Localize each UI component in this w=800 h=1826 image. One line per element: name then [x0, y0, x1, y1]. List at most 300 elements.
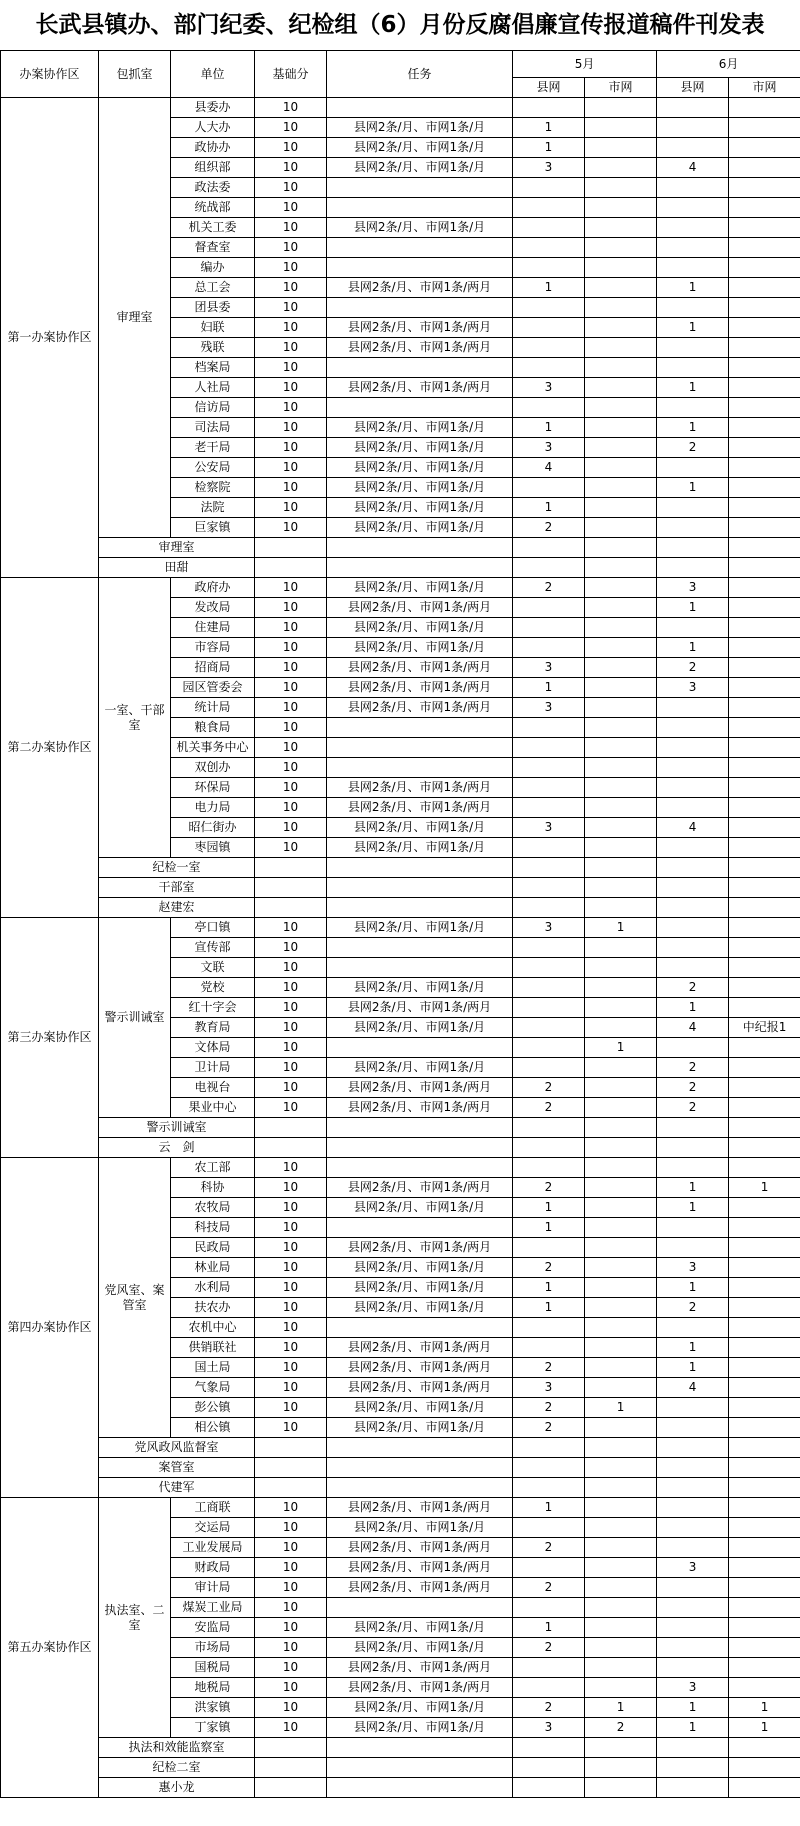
task-cell: [327, 98, 513, 118]
may-county-cell: [513, 618, 585, 638]
june-city-cell: [729, 838, 800, 858]
june-county-cell: [657, 798, 729, 818]
unit-cell: 地税局: [171, 1678, 255, 1698]
may-county-cell: 2: [513, 1538, 585, 1558]
unit-cell: 统计局: [171, 698, 255, 718]
empty-cell: [729, 1138, 800, 1158]
may-county-cell: [513, 758, 585, 778]
june-city-cell: [729, 1638, 800, 1658]
empty-cell: [729, 858, 800, 878]
base-score-cell: 10: [255, 138, 327, 158]
may-city-cell: [585, 818, 657, 838]
empty-cell: [327, 558, 513, 578]
june-county-cell: 1: [657, 1698, 729, 1718]
empty-cell: [513, 558, 585, 578]
may-county-cell: [513, 638, 585, 658]
june-city-cell: [729, 1358, 800, 1378]
unit-cell: 政府办: [171, 578, 255, 598]
task-cell: [327, 738, 513, 758]
task-cell: 县网2条/月、市网1条/月: [327, 1398, 513, 1418]
table-row: [1, 898, 800, 918]
may-city-cell: [585, 358, 657, 378]
may-county-cell: 3: [513, 918, 585, 938]
task-cell: [327, 1038, 513, 1058]
june-city-cell: 中纪报1: [729, 1018, 800, 1038]
base-score-cell: 10: [255, 1538, 327, 1558]
unit-cell: 卫计局: [171, 1058, 255, 1078]
header-month-june: 6月: [657, 51, 800, 78]
unit-cell: 林业局: [171, 1258, 255, 1278]
june-county-cell: 1: [657, 1358, 729, 1378]
base-score-cell: 10: [255, 618, 327, 638]
june-county-cell: [657, 238, 729, 258]
may-city-cell: [585, 98, 657, 118]
base-score-cell: 10: [255, 918, 327, 938]
unit-cell: 信访局: [171, 398, 255, 418]
empty-cell: [729, 1438, 800, 1458]
task-cell: 县网2条/月、市网1条/两月: [327, 1338, 513, 1358]
june-city-cell: [729, 798, 800, 818]
june-city-cell: [729, 578, 800, 598]
office-summary-cell: 党风政风监督室: [99, 1438, 255, 1458]
june-city-cell: [729, 1038, 800, 1058]
may-city-cell: [585, 938, 657, 958]
office-summary-cell: 惠小龙: [99, 1778, 255, 1798]
may-county-cell: [513, 238, 585, 258]
task-cell: 县网2条/月、市网1条/两月: [327, 1538, 513, 1558]
may-city-cell: [585, 1558, 657, 1578]
base-score-cell: 10: [255, 198, 327, 218]
may-city-cell: [585, 1178, 657, 1198]
june-city-cell: [729, 658, 800, 678]
may-city-cell: [585, 1358, 657, 1378]
june-city-cell: [729, 178, 800, 198]
empty-cell: [255, 1738, 327, 1758]
task-cell: 县网2条/月、市网1条/月: [327, 1058, 513, 1078]
may-city-cell: [585, 618, 657, 638]
header-office: 包抓室: [99, 51, 171, 98]
unit-cell: 档案局: [171, 358, 255, 378]
empty-cell: [657, 538, 729, 558]
june-county-cell: 4: [657, 818, 729, 838]
may-county-cell: [513, 98, 585, 118]
may-county-cell: [513, 938, 585, 958]
may-city-cell: [585, 1498, 657, 1518]
task-cell: 县网2条/月、市网1条/两月: [327, 1558, 513, 1578]
base-score-cell: 10: [255, 1658, 327, 1678]
may-county-cell: [513, 958, 585, 978]
task-cell: 县网2条/月、市网1条/月: [327, 158, 513, 178]
unit-cell: 农机中心: [171, 1318, 255, 1338]
june-city-cell: [729, 1578, 800, 1598]
may-county-cell: 1: [513, 118, 585, 138]
june-county-cell: [657, 1658, 729, 1678]
may-county-cell: [513, 798, 585, 818]
june-county-cell: 1: [657, 998, 729, 1018]
task-cell: 县网2条/月、市网1条/月: [327, 1698, 513, 1718]
empty-cell: [657, 1138, 729, 1158]
june-city-cell: [729, 758, 800, 778]
may-city-cell: [585, 1618, 657, 1638]
task-cell: 县网2条/月、市网1条/月: [327, 118, 513, 138]
office-summary-cell: 执法和效能监察室: [99, 1738, 255, 1758]
may-county-cell: [513, 478, 585, 498]
may-city-cell: [585, 658, 657, 678]
task-cell: [327, 258, 513, 278]
may-county-cell: 2: [513, 1418, 585, 1438]
empty-cell: [729, 878, 800, 898]
june-county-cell: [657, 1578, 729, 1598]
may-city-cell: [585, 758, 657, 778]
base-score-cell: 10: [255, 738, 327, 758]
unit-cell: 机关事务中心: [171, 738, 255, 758]
empty-cell: [327, 898, 513, 918]
may-city-cell: [585, 378, 657, 398]
may-county-cell: 2: [513, 1078, 585, 1098]
may-city-cell: 1: [585, 1038, 657, 1058]
task-cell: 县网2条/月、市网1条/两月: [327, 698, 513, 718]
empty-cell: [513, 1758, 585, 1778]
base-score-cell: 10: [255, 1378, 327, 1398]
unit-cell: 民政局: [171, 1238, 255, 1258]
may-city-cell: [585, 178, 657, 198]
june-city-cell: 1: [729, 1178, 800, 1198]
may-county-cell: [513, 398, 585, 418]
empty-cell: [513, 1478, 585, 1498]
empty-cell: [585, 1738, 657, 1758]
june-county-cell: 1: [657, 1198, 729, 1218]
june-city-cell: [729, 818, 800, 838]
empty-cell: [255, 878, 327, 898]
unit-cell: 工商联: [171, 1498, 255, 1518]
empty-cell: [255, 1478, 327, 1498]
june-city-cell: [729, 1398, 800, 1418]
may-city-cell: [585, 258, 657, 278]
unit-cell: 园区管委会: [171, 678, 255, 698]
base-score-cell: 10: [255, 798, 327, 818]
june-city-cell: [729, 1538, 800, 1558]
unit-cell: 机关工委: [171, 218, 255, 238]
may-county-cell: [513, 258, 585, 278]
june-county-cell: [657, 838, 729, 858]
empty-cell: [513, 1458, 585, 1478]
unit-cell: 相公镇: [171, 1418, 255, 1438]
empty-cell: [585, 878, 657, 898]
empty-cell: [585, 1438, 657, 1458]
june-city-cell: [729, 238, 800, 258]
may-city-cell: [585, 998, 657, 1018]
unit-cell: 科协: [171, 1178, 255, 1198]
empty-cell: [327, 878, 513, 898]
empty-cell: [255, 1438, 327, 1458]
base-score-cell: 10: [255, 1638, 327, 1658]
empty-cell: [657, 558, 729, 578]
office-summary-cell: 纪检一室: [99, 858, 255, 878]
june-county-cell: 1: [657, 478, 729, 498]
may-city-cell: [585, 238, 657, 258]
june-city-cell: [729, 1318, 800, 1338]
may-county-cell: [513, 998, 585, 1018]
may-county-cell: 3: [513, 658, 585, 678]
may-city-cell: [585, 458, 657, 478]
header-june-city: 市网: [729, 78, 800, 98]
district-cell: 第五办案协作区: [1, 1498, 99, 1798]
empty-cell: [327, 1478, 513, 1498]
may-county-cell: [513, 318, 585, 338]
may-county-cell: [513, 298, 585, 318]
task-cell: [327, 1598, 513, 1618]
may-city-cell: [585, 1018, 657, 1038]
june-county-cell: [657, 938, 729, 958]
empty-cell: [729, 538, 800, 558]
may-county-cell: 2: [513, 1178, 585, 1198]
base-score-cell: 10: [255, 998, 327, 1018]
task-cell: 县网2条/月、市网1条/两月: [327, 998, 513, 1018]
empty-cell: [513, 1738, 585, 1758]
task-cell: [327, 1318, 513, 1338]
june-county-cell: 3: [657, 1558, 729, 1578]
empty-cell: [585, 1478, 657, 1498]
base-score-cell: 10: [255, 458, 327, 478]
june-city-cell: [729, 1498, 800, 1518]
task-cell: [327, 938, 513, 958]
june-county-cell: 2: [657, 1098, 729, 1118]
task-cell: 县网2条/月、市网1条/月: [327, 1418, 513, 1438]
may-city-cell: [585, 1318, 657, 1338]
may-city-cell: [585, 498, 657, 518]
base-score-cell: 10: [255, 358, 327, 378]
task-cell: 县网2条/月、市网1条/月: [327, 1018, 513, 1038]
header-may-city: 市网: [585, 78, 657, 98]
base-score-cell: 10: [255, 498, 327, 518]
may-county-cell: 1: [513, 1498, 585, 1518]
june-city-cell: [729, 1238, 800, 1258]
empty-cell: [255, 898, 327, 918]
empty-cell: [585, 1758, 657, 1778]
unit-cell: 农工部: [171, 1158, 255, 1178]
june-city-cell: [729, 1378, 800, 1398]
unit-cell: 扶农办: [171, 1298, 255, 1318]
base-score-cell: 10: [255, 1318, 327, 1338]
june-county-cell: [657, 398, 729, 418]
may-county-cell: 1: [513, 678, 585, 698]
base-score-cell: 10: [255, 158, 327, 178]
task-cell: 县网2条/月、市网1条/月: [327, 638, 513, 658]
unit-cell: 总工会: [171, 278, 255, 298]
unit-cell: 残联: [171, 338, 255, 358]
base-score-cell: 10: [255, 98, 327, 118]
empty-cell: [327, 1438, 513, 1458]
may-city-cell: [585, 1518, 657, 1538]
june-city-cell: [729, 1158, 800, 1178]
base-score-cell: 10: [255, 1718, 327, 1738]
header-base-score: 基础分: [255, 51, 327, 98]
may-city-cell: 1: [585, 918, 657, 938]
june-city-cell: [729, 1658, 800, 1678]
base-score-cell: 10: [255, 1578, 327, 1598]
may-city-cell: [585, 598, 657, 618]
may-county-cell: 2: [513, 1638, 585, 1658]
base-score-cell: 10: [255, 278, 327, 298]
task-cell: 县网2条/月、市网1条/两月: [327, 1498, 513, 1518]
june-county-cell: [657, 1158, 729, 1178]
may-city-cell: [585, 1638, 657, 1658]
may-city-cell: [585, 698, 657, 718]
june-county-cell: [657, 1538, 729, 1558]
district-cell: 第二办案协作区: [1, 578, 99, 918]
unit-cell: 县委办: [171, 98, 255, 118]
june-county-cell: 2: [657, 1058, 729, 1078]
header-unit: 单位: [171, 51, 255, 98]
base-score-cell: 10: [255, 1078, 327, 1098]
june-city-cell: [729, 1418, 800, 1438]
empty-cell: [585, 538, 657, 558]
unit-cell: 教育局: [171, 1018, 255, 1038]
unit-cell: 昭仁街办: [171, 818, 255, 838]
june-city-cell: [729, 1078, 800, 1098]
empty-cell: [657, 1458, 729, 1478]
may-city-cell: [585, 338, 657, 358]
unit-cell: 粮食局: [171, 718, 255, 738]
unit-cell: 丁家镇: [171, 1718, 255, 1738]
unit-cell: 彭公镇: [171, 1398, 255, 1418]
base-score-cell: 10: [255, 658, 327, 678]
task-cell: 县网2条/月、市网1条/月: [327, 978, 513, 998]
may-county-cell: 1: [513, 418, 585, 438]
table-row: [1, 1498, 800, 1518]
may-county-cell: 2: [513, 578, 585, 598]
office-cell: 警示训诫室: [99, 918, 171, 1118]
empty-cell: [327, 538, 513, 558]
may-city-cell: [585, 158, 657, 178]
may-county-cell: [513, 1158, 585, 1178]
june-county-cell: [657, 1038, 729, 1058]
office-summary-cell: 警示训诫室: [99, 1118, 255, 1138]
base-score-cell: 10: [255, 1278, 327, 1298]
june-county-cell: 2: [657, 438, 729, 458]
empty-cell: [255, 1138, 327, 1158]
may-city-cell: [585, 398, 657, 418]
may-county-cell: [513, 1518, 585, 1538]
empty-cell: [585, 558, 657, 578]
base-score-cell: 10: [255, 758, 327, 778]
june-city-cell: [729, 118, 800, 138]
june-city-cell: [729, 638, 800, 658]
june-city-cell: [729, 958, 800, 978]
june-city-cell: [729, 978, 800, 998]
may-county-cell: 3: [513, 438, 585, 458]
header-may-county: 县网: [513, 78, 585, 98]
base-score-cell: 10: [255, 1398, 327, 1418]
unit-cell: 煤炭工业局: [171, 1598, 255, 1618]
task-cell: 县网2条/月、市网1条/月: [327, 518, 513, 538]
may-county-cell: 3: [513, 818, 585, 838]
office-summary-cell: 案管室: [99, 1458, 255, 1478]
base-score-cell: 10: [255, 518, 327, 538]
june-county-cell: [657, 98, 729, 118]
may-county-cell: 3: [513, 1378, 585, 1398]
unit-cell: 果业中心: [171, 1098, 255, 1118]
may-city-cell: [585, 718, 657, 738]
may-city-cell: [585, 1158, 657, 1178]
empty-cell: [255, 538, 327, 558]
june-city-cell: [729, 518, 800, 538]
task-cell: 县网2条/月、市网1条/月: [327, 1298, 513, 1318]
base-score-cell: 10: [255, 578, 327, 598]
unit-cell: 供销联社: [171, 1338, 255, 1358]
may-county-cell: [513, 838, 585, 858]
unit-cell: 枣园镇: [171, 838, 255, 858]
task-cell: 县网2条/月、市网1条/月: [327, 218, 513, 238]
june-county-cell: [657, 138, 729, 158]
june-county-cell: [657, 458, 729, 478]
task-cell: 县网2条/月、市网1条/两月: [327, 1658, 513, 1678]
june-county-cell: 2: [657, 978, 729, 998]
task-cell: 县网2条/月、市网1条/月: [327, 1618, 513, 1638]
unit-cell: 招商局: [171, 658, 255, 678]
june-county-cell: [657, 1218, 729, 1238]
may-city-cell: [585, 1598, 657, 1618]
base-score-cell: 10: [255, 178, 327, 198]
may-city-cell: 1: [585, 1398, 657, 1418]
may-city-cell: [585, 1218, 657, 1238]
may-county-cell: 2: [513, 1398, 585, 1418]
may-city-cell: [585, 1378, 657, 1398]
june-county-cell: [657, 718, 729, 738]
may-county-cell: [513, 1238, 585, 1258]
may-county-cell: 3: [513, 158, 585, 178]
june-county-cell: [657, 258, 729, 278]
june-county-cell: [657, 738, 729, 758]
june-county-cell: 3: [657, 578, 729, 598]
june-city-cell: [729, 1558, 800, 1578]
june-county-cell: [657, 118, 729, 138]
task-cell: 县网2条/月、市网1条/月: [327, 498, 513, 518]
table-row: [1, 1118, 800, 1138]
task-cell: 县网2条/月、市网1条/两月: [327, 318, 513, 338]
unit-cell: 安监局: [171, 1618, 255, 1638]
may-city-cell: [585, 1278, 657, 1298]
unit-cell: 双创办: [171, 758, 255, 778]
may-city-cell: [585, 218, 657, 238]
header-june-county: 县网: [657, 78, 729, 98]
base-score-cell: 10: [255, 838, 327, 858]
june-city-cell: [729, 938, 800, 958]
may-city-cell: [585, 1418, 657, 1438]
may-city-cell: [585, 1678, 657, 1698]
task-cell: 县网2条/月、市网1条/两月: [327, 798, 513, 818]
base-score-cell: 10: [255, 598, 327, 618]
june-city-cell: [729, 998, 800, 1018]
base-score-cell: 10: [255, 978, 327, 998]
unit-cell: 法院: [171, 498, 255, 518]
may-city-cell: [585, 578, 657, 598]
empty-cell: [513, 1118, 585, 1138]
unit-cell: 市容局: [171, 638, 255, 658]
june-city-cell: [729, 378, 800, 398]
unit-cell: 气象局: [171, 1378, 255, 1398]
empty-cell: [513, 1138, 585, 1158]
june-city-cell: [729, 1198, 800, 1218]
base-score-cell: 10: [255, 1298, 327, 1318]
base-score-cell: 10: [255, 1178, 327, 1198]
unit-cell: 电力局: [171, 798, 255, 818]
header-district: 办案协作区: [1, 51, 99, 98]
may-county-cell: 1: [513, 138, 585, 158]
june-county-cell: [657, 358, 729, 378]
task-cell: 县网2条/月、市网1条/两月: [327, 678, 513, 698]
june-county-cell: [657, 1318, 729, 1338]
